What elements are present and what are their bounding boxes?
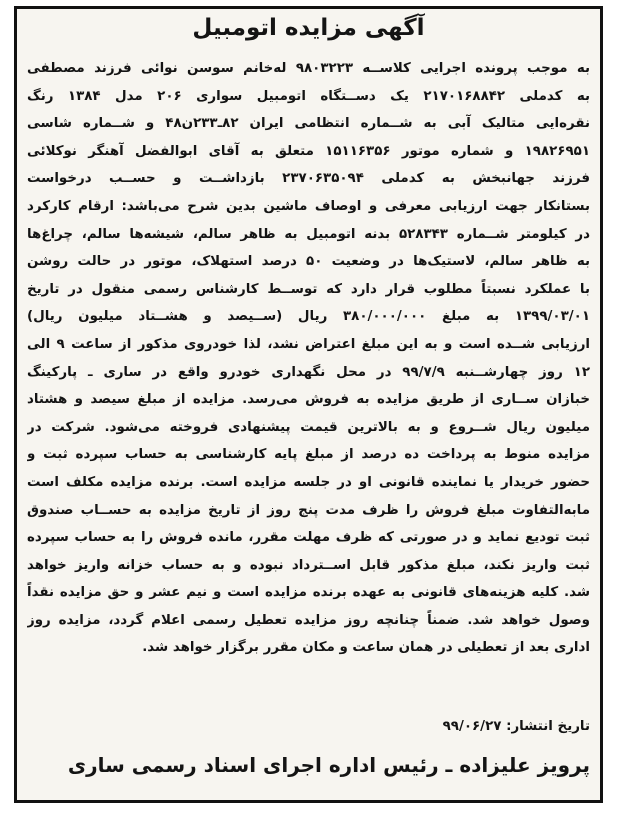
notice-line: اداری بعد از تعطیلی در همان ساعت و مکان مقرر برگزار خواهد شد. — [142, 640, 590, 656]
notice-line: ۱۳۹۹/۰۳/۰۱ به مبلغ ۳۸۰/۰۰۰/۰۰۰ ریال (ســیصد و هشــتاد میلیون ریال) — [27, 309, 590, 325]
publication-date: تاریخ انتشار: ۹۹/۰۶/۲۷ — [442, 719, 590, 734]
signature-line: پرویز علیزاده ـ رئیس اداره اجرای اسناد رسمی ساری — [67, 753, 590, 777]
notice-line: نقره‌ایی متالیک آبی به شــماره انتظامی ایران ۸۲ـ۲۳۳ن۴۸ و شــماره شاسی — [27, 116, 590, 132]
notice-line: ارزیابی شــده است و به این مبلغ اعتراض نشد، لذا خودروی مذکور از ساعت ۹ الی — [27, 336, 590, 352]
notice-line: وصول خواهد شد. ضمناً چنانچه روز مزایده تعطیل رسمی اعلام گردد، مزایده روز — [27, 612, 590, 628]
notice-line: مابه‌التفاوت مبلغ فروش را ظرف مدت پنج روز از تاریخ مزایده به حســاب صندوق — [27, 502, 590, 518]
notice-line: بستانکار جهت ارزیابی معرفی و اوصاف ماشین بدین شرح می‌باشد: ارقام کارکرد — [27, 198, 590, 214]
notice-line: ۱۲ روز چهارشــنبه ۹۹/۷/۹ در محل نگهداری خودرو واقع در ساری ـ پارکینگ — [27, 364, 590, 380]
notice-line: به کدملی ۲۱۷۰۱۶۸۸۴۲ یک دســتگاه اتومبیل سواری ۲۰۶ مدل ۱۳۸۴ رنگ — [27, 88, 590, 104]
notice-line: به موجب پرونده اجرایی کلاســه ۹۸۰۳۲۲۳ له‌خانم سوسن نوائی فرزند مصطفی — [27, 61, 590, 76]
notice-line: ثبت تودیع نماید و در صورتی که ظرف مهلت مقرر، مانده فروش را به حساب سپرده — [27, 530, 590, 546]
notice-line: ثبت واریز نکند، مبلغ مذکور قابل اســترداد نبوده و به حساب خزانه واریز خواهد — [27, 557, 590, 573]
notice-line: مزایده منوط به پرداخت ده درصد از مبلغ پایه کارشناسی به حساب سپرده ثبت و — [27, 447, 590, 463]
notice-body — [27, 55, 590, 662]
notice-title: آگهی مزایده اتومبیل — [192, 15, 425, 41]
notice-line: ۱۹۸۲۶۹۵۱ و شماره موتور ۱۵۱۱۶۳۵۶ متعلق به آقای ابوالفضل آهنگر نوکلائی — [27, 143, 590, 159]
notice-line: با عملکرد نسبتاً مطلوب قرار دارد که توســط کارشناس رسمی منقول در تاریخ — [27, 281, 590, 297]
notice-frame — [14, 6, 603, 803]
notice-line: میلیون ریال شــروع و به بالاترین قیمت پیشنهادی فروخته می‌شود. شرکت در — [27, 419, 590, 435]
notice-line: حضور خریدار یا نماینده قانونی او در جلسه مزایده است. برنده مزایده مکلف است — [27, 474, 590, 490]
notice-line: در کیلومتر شــماره ۵۲۸۳۴۳ بدنه اتومبیل به ظاهر سالم، شیشه‌ها سالم، چراغ‌ها — [27, 226, 590, 242]
notice-line: خبازان ســاری از طریق مزایده به فروش می‌رسد. مزایده از مبلغ سیصد و هشتاد — [27, 392, 590, 408]
notice-line: فرزند جهانبخش به کدملی ۲۳۷۰۶۳۵۰۹۴ بازداشــت و حســب درخواست — [27, 171, 590, 187]
notice-line: شد. کلیه هزینه‌های قانونی به عهده برنده مزایده است و نیم عشر و حق مزایده نقداً — [27, 585, 590, 601]
notice-line: به ظاهر سالم، لاستیک‌ها در وضعیت ۵۰ درصد استهلاک، موتور در حالت روشن — [27, 254, 590, 270]
